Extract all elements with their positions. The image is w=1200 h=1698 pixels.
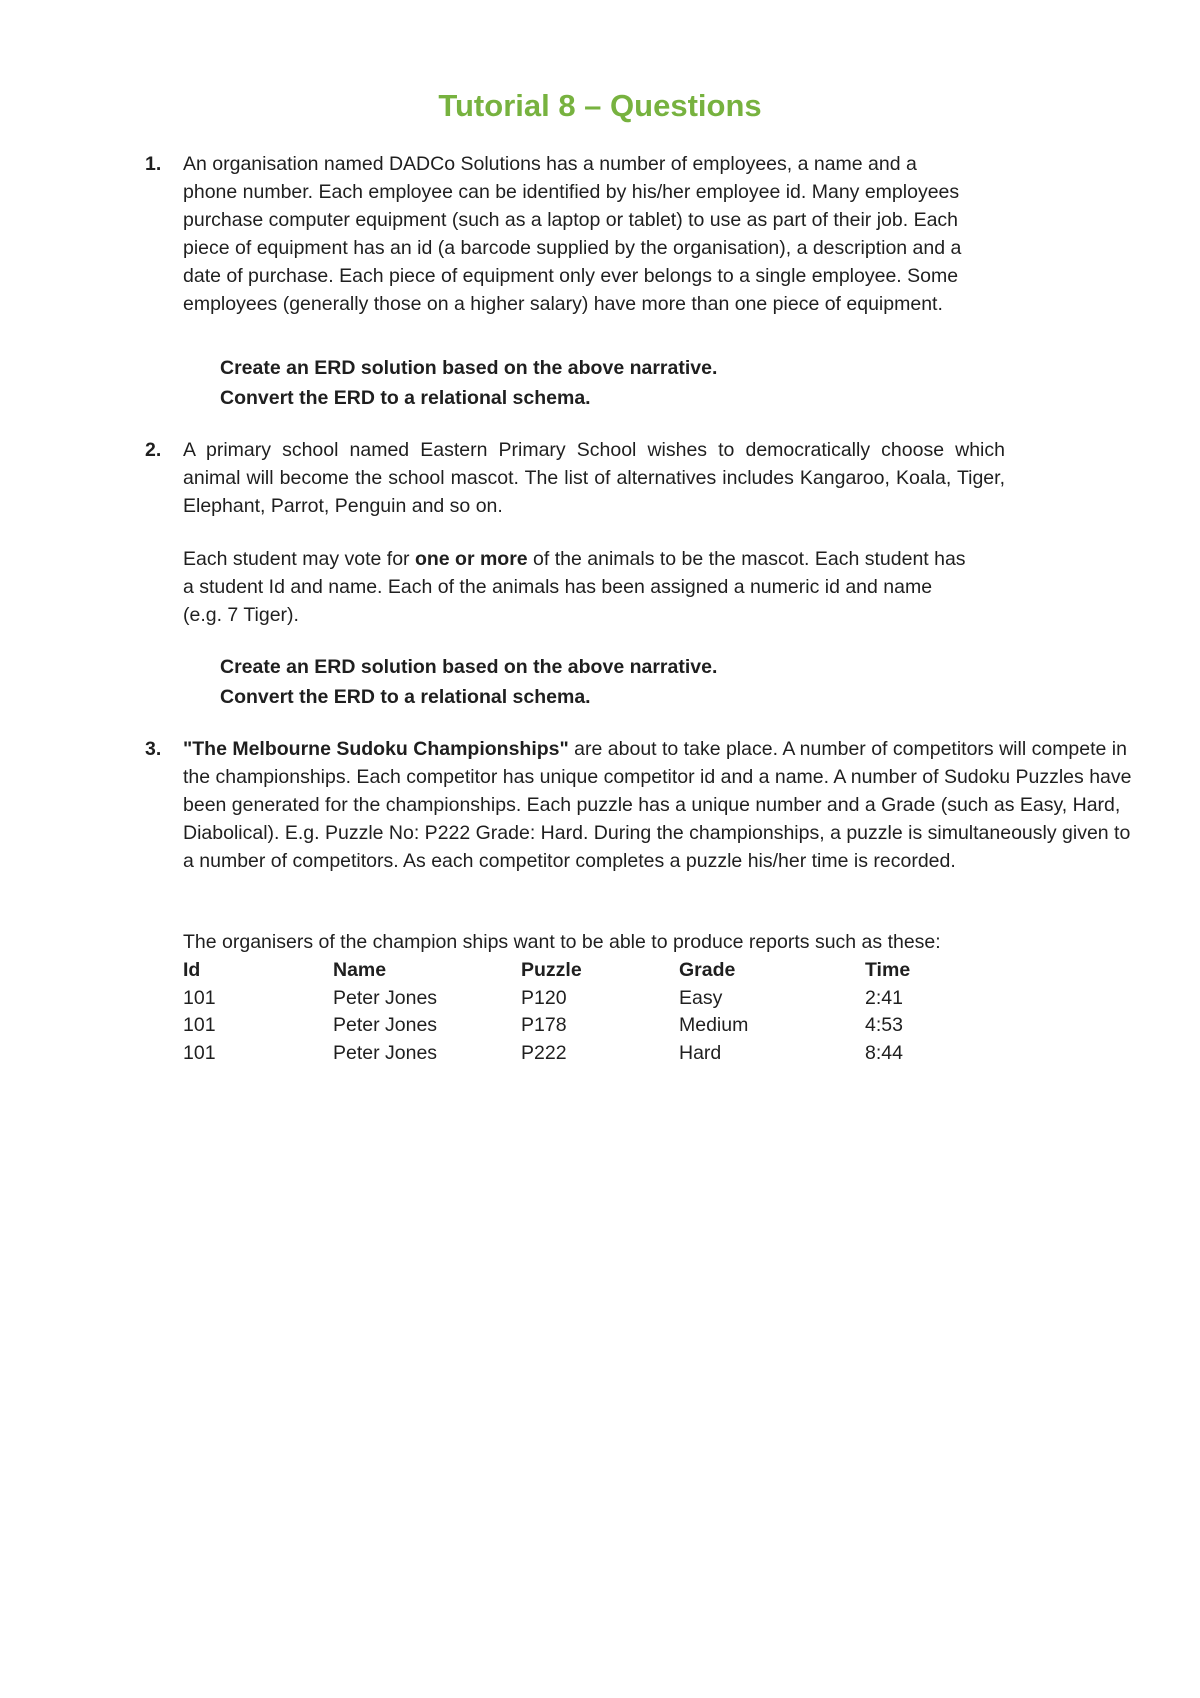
cell-time: 8:44	[865, 1041, 903, 1064]
question-paragraph	[183, 735, 1143, 875]
task-create-erd: Create an ERD solution based on the above narrative.	[220, 656, 718, 678]
cell-id: 101	[183, 1014, 216, 1036]
header-name: Name	[333, 959, 387, 981]
header-puzzle: Puzzle	[521, 959, 582, 981]
question-paragraph	[183, 545, 973, 629]
report-intro: The organisers of the champion ships want to be able to produce reports such as these:	[183, 931, 941, 953]
cell-puzzle: P120	[521, 986, 567, 1009]
question-number: 1.	[145, 153, 162, 175]
question-text	[183, 150, 963, 318]
task-convert-schema: Convert the ERD to a relational schema.	[220, 686, 591, 708]
question-text	[183, 436, 1005, 520]
header-grade: Grade	[679, 959, 736, 981]
task-create-erd: Create an ERD solution based on the above narrative.	[220, 357, 718, 379]
cell-puzzle: P178	[521, 1014, 567, 1036]
question-paragraph: An organisation named DADCo Solutions has a number of employees, a name and a phone number. Each employee can be identified by his/her employee id. Many employees purchase computer equipment (such as a laptop or tablet) to use as part of their job. Each piece of equipment has an id (a barcode supplied by the organisation), a description and a date of purchase. Each piece of equipment only ever belongs to a single employee. Some employees (generally those on a higher salary) have more than one piece of equipment.	[183, 153, 962, 315]
cell-time: 2:41	[865, 986, 903, 1009]
vote-emphasis: one or more	[414, 548, 528, 570]
page-title: Tutorial 8 – Questions	[438, 88, 762, 123]
cell-name: Peter Jones	[333, 1014, 438, 1036]
question-number: 2.	[145, 439, 162, 461]
championship-description: are about to take place. A number of competitors will compete in the championships. Each competitor has unique competitor id and a name. A number of Sudoku Puzzles have been generated for the championships. Each puzzle has a unique number and a Grade (such as Easy, Hard, Diabolical). E.g. Puzzle No: P222 Grade: Hard. During the championships, a puzzle is simultaneously given to a number of competitors. As each competitor completes a puzzle his/her time is recorded.	[183, 738, 1132, 872]
cell-time: 4:53	[865, 1014, 903, 1036]
question-text	[183, 735, 1143, 875]
championship-name: "The Melbourne Sudoku Championships"	[183, 738, 569, 760]
question-number: 3.	[145, 738, 162, 760]
cell-puzzle: P222	[521, 1041, 567, 1064]
question-text	[183, 545, 973, 629]
question-paragraph: A primary school named Eastern Primary School wishes to democratically choose which animal will become the school mascot. The list of alternatives includes Kangaroo, Koala, Tiger, Elephant, Parrot, Penguin and so on.	[183, 439, 1005, 517]
cell-grade: Medium	[679, 1014, 749, 1036]
vote-text-before: Each student may vote for	[183, 548, 415, 570]
cell-grade: Easy	[679, 986, 723, 1009]
header-id: Id	[183, 959, 201, 981]
header-time: Time	[865, 959, 911, 981]
cell-name: Peter Jones	[333, 986, 438, 1009]
cell-id: 101	[183, 986, 216, 1009]
cell-id: 101	[183, 1041, 216, 1064]
task-convert-schema: Convert the ERD to a relational schema.	[220, 387, 591, 409]
vote-text-after: of the animals to be the mascot. Each student has a student Id and name. Each of the animals has been assigned a numeric id and name (e.g. 7 Tiger).	[183, 548, 966, 626]
cell-grade: Hard	[679, 1041, 722, 1064]
cell-name: Peter Jones	[333, 1041, 438, 1064]
